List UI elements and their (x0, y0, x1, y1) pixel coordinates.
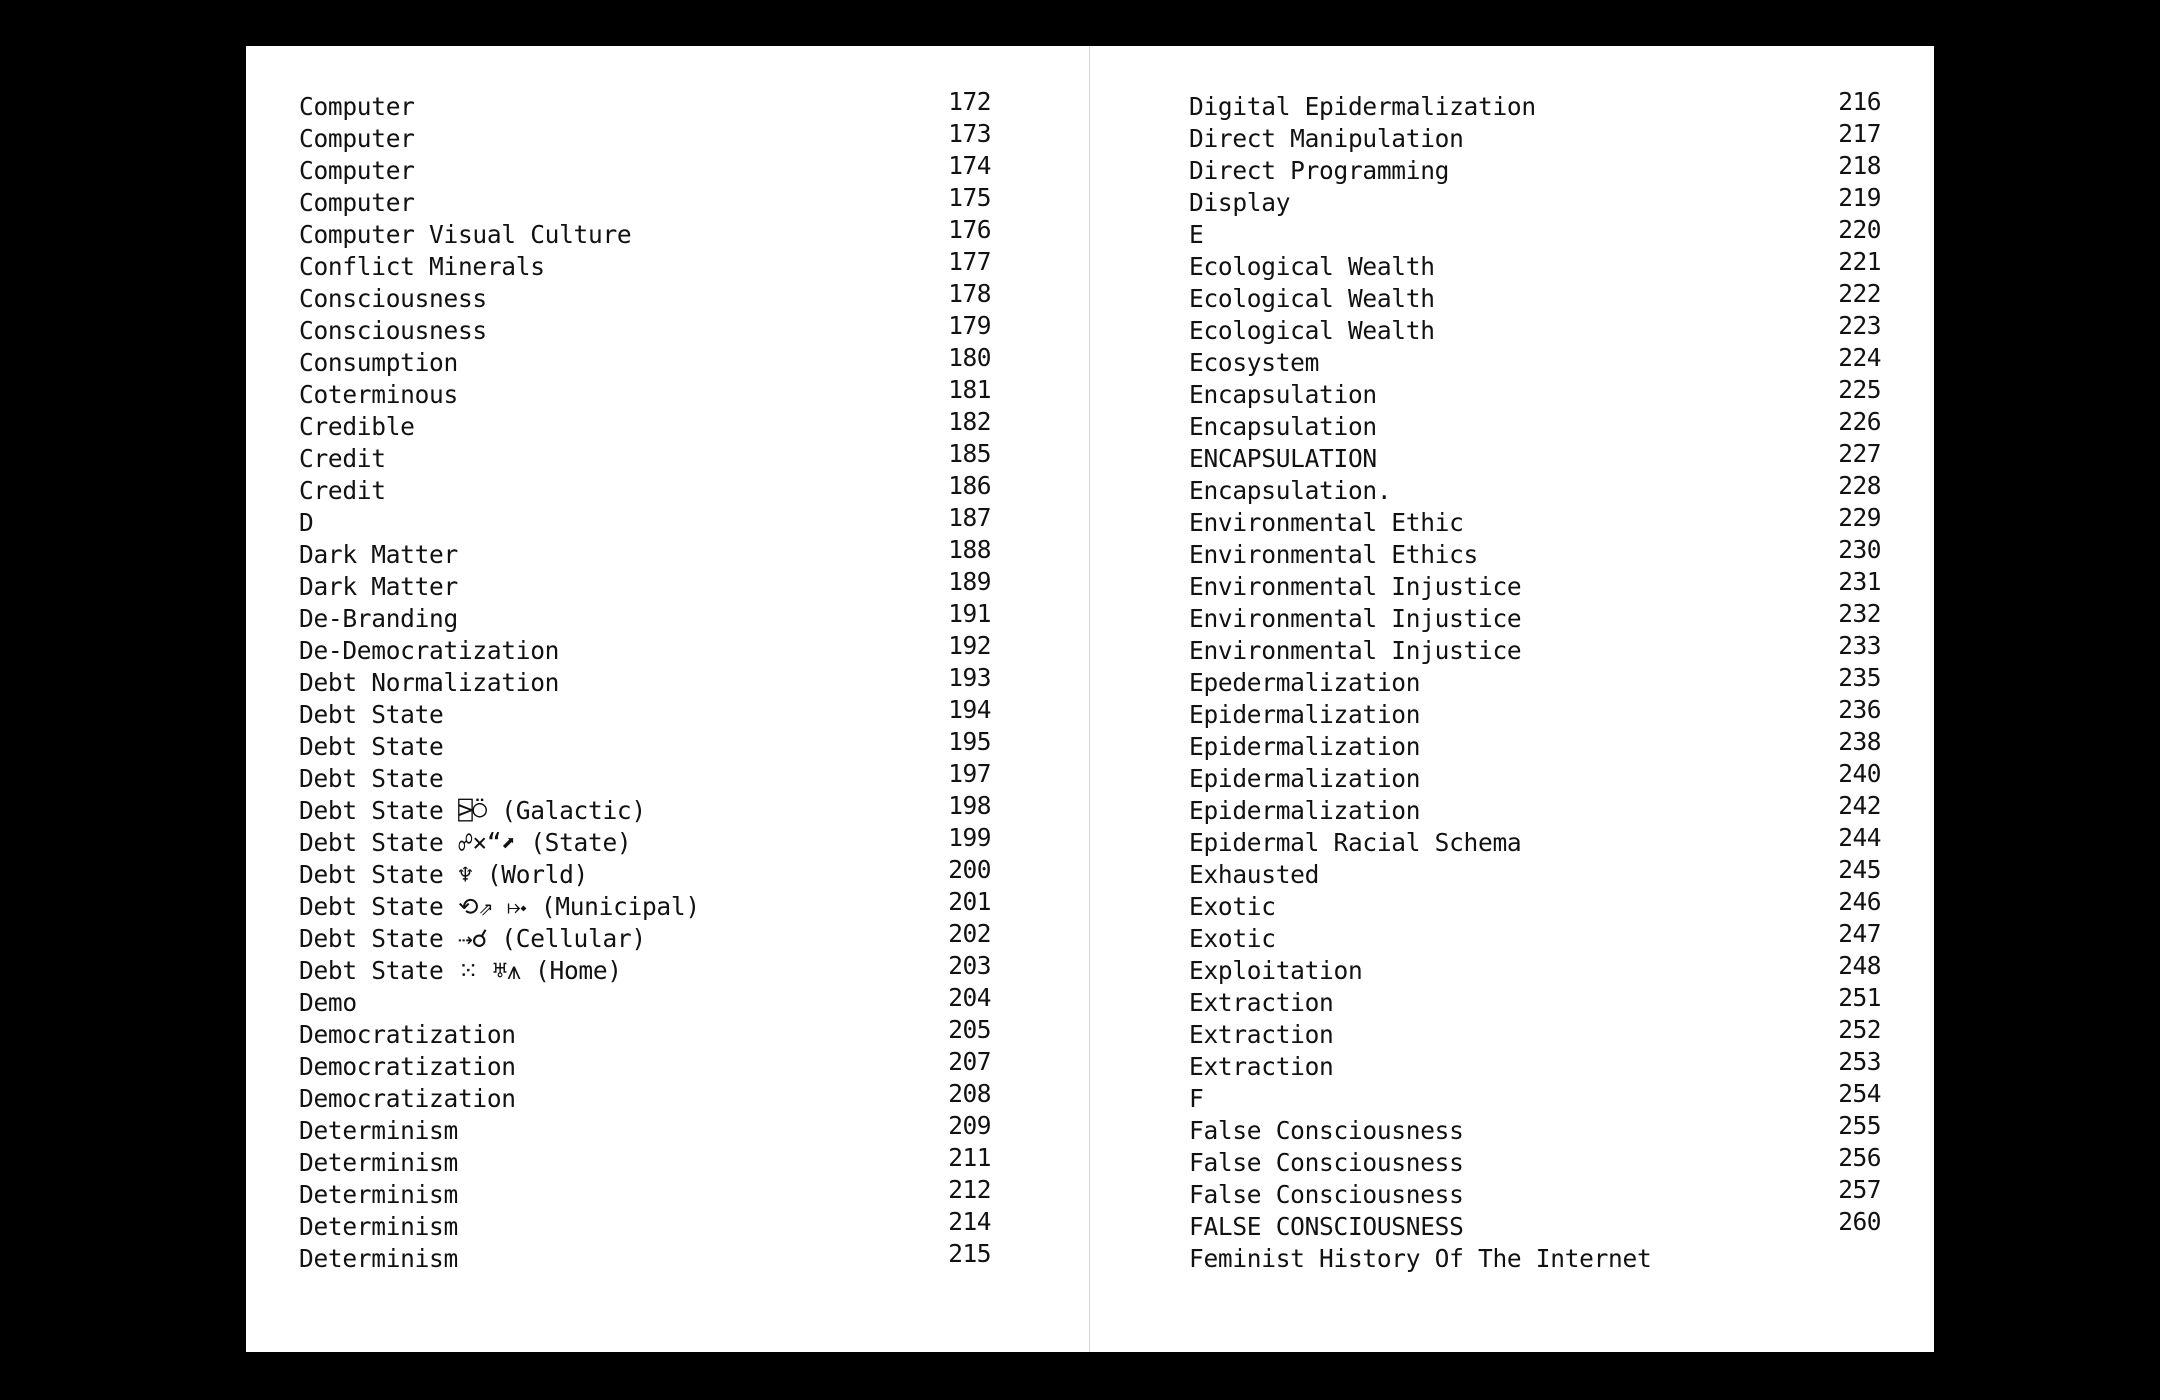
index-term: F (1189, 1084, 1204, 1113)
index-term: Credible (299, 412, 415, 441)
index-page-number: 236 (1838, 695, 1881, 724)
index-term: FALSE CONSCIOUSNESS (1189, 1212, 1464, 1241)
left-page (246, 46, 1090, 1352)
index-term: Exploitation (1189, 956, 1363, 985)
index-entry (1189, 888, 1881, 920)
index-entry (1189, 824, 1881, 856)
index-term: Environmental Ethics (1189, 540, 1479, 569)
index-entry (299, 888, 991, 920)
index-page-number: 224 (1838, 343, 1881, 372)
index-entry (1189, 344, 1881, 376)
index-term: Ecological Wealth (1189, 316, 1435, 345)
index-page-number: 204 (948, 983, 991, 1012)
index-entry (299, 760, 991, 792)
index-term: Debt State ⍄⍥ (Galactic) (299, 796, 646, 825)
right-page (1090, 46, 1934, 1352)
index-entry (299, 248, 991, 280)
index-page-number: 207 (948, 1047, 991, 1076)
index-entry (1189, 856, 1881, 888)
index-page-number: 219 (1838, 183, 1881, 212)
index-page-number: 214 (948, 1207, 991, 1236)
index-page-number: 185 (948, 439, 991, 468)
index-term: Debt State ☍×“⬈ (State) (299, 828, 632, 857)
index-entry (299, 184, 991, 216)
index-page-number: 215 (948, 1239, 991, 1268)
index-entry (299, 1080, 991, 1112)
index-page-number: 238 (1838, 727, 1881, 756)
index-term: Determinism (299, 1244, 458, 1273)
index-page-number: 192 (948, 631, 991, 660)
index-entry (299, 664, 991, 696)
index-page-number: 187 (948, 503, 991, 532)
index-page-number: 254 (1838, 1079, 1881, 1108)
book-spread (246, 46, 1934, 1352)
index-term: Extraction (1189, 988, 1334, 1017)
index-page-number: 257 (1838, 1175, 1881, 1204)
index-term: Encapsulation. (1189, 476, 1392, 505)
index-term: Coterminous (299, 380, 458, 409)
index-entry (299, 568, 991, 600)
index-entry (299, 1144, 991, 1176)
index-entry (299, 344, 991, 376)
index-page-number: 202 (948, 919, 991, 948)
index-page-number: 197 (948, 759, 991, 788)
index-entry (299, 1240, 991, 1272)
index-entry (1189, 792, 1881, 824)
index-entry (299, 600, 991, 632)
index-entry (299, 984, 991, 1016)
index-entry (1189, 920, 1881, 952)
index-entry (1189, 1144, 1881, 1176)
index-term: Credit (299, 444, 386, 473)
index-page-number: 248 (1838, 951, 1881, 980)
index-entry (299, 792, 991, 824)
index-entry (1189, 984, 1881, 1016)
index-page-number: 199 (948, 823, 991, 852)
index-term: Epidermalization (1189, 732, 1421, 761)
index-term: Computer (299, 156, 415, 185)
index-page-number: 177 (948, 247, 991, 276)
index-entry (299, 696, 991, 728)
index-page-number: 229 (1838, 503, 1881, 532)
index-term: Consumption (299, 348, 458, 377)
index-term: Conflict Minerals (299, 252, 545, 281)
index-term: E (1189, 220, 1204, 249)
index-term: Consciousness (299, 284, 487, 313)
index-entry (1189, 728, 1881, 760)
index-entry (299, 440, 991, 472)
index-page-number: 218 (1838, 151, 1881, 180)
index-term: Epidermalization (1189, 796, 1421, 825)
index-term: Debt State ⇢☌ (Cellular) (299, 924, 646, 953)
index-entry (299, 920, 991, 952)
index-entry (299, 120, 991, 152)
index-term: Dark Matter (299, 540, 458, 569)
index-term: Environmental Injustice (1189, 604, 1522, 633)
index-term: Determinism (299, 1212, 458, 1241)
index-term: Display (1189, 188, 1291, 217)
index-entry (299, 472, 991, 504)
index-entry (1189, 952, 1881, 984)
index-term: Ecological Wealth (1189, 284, 1435, 313)
index-term: Environmental Injustice (1189, 572, 1522, 601)
index-entry (1189, 120, 1881, 152)
index-term: Determinism (299, 1116, 458, 1145)
index-page-number: 211 (948, 1143, 991, 1172)
index-page-number: 255 (1838, 1111, 1881, 1140)
index-page-number: 180 (948, 343, 991, 372)
index-page-number: 256 (1838, 1143, 1881, 1172)
index-page-number: 252 (1838, 1015, 1881, 1044)
index-term: Exotic (1189, 892, 1276, 921)
index-entry (1189, 696, 1881, 728)
index-page-number: 200 (948, 855, 991, 884)
index-term: Ecological Wealth (1189, 252, 1435, 281)
index-entry (1189, 504, 1881, 536)
index-page-number: 225 (1838, 375, 1881, 404)
index-page-number: 232 (1838, 599, 1881, 628)
index-page-number: 189 (948, 567, 991, 596)
index-entry (1189, 760, 1881, 792)
index-page-number: 176 (948, 215, 991, 244)
index-page-number: 188 (948, 535, 991, 564)
index-term: Epidermalization (1189, 700, 1421, 729)
index-page-number: 181 (948, 375, 991, 404)
index-page-number: 208 (948, 1079, 991, 1108)
index-entry (1189, 536, 1881, 568)
index-term: Extraction (1189, 1052, 1334, 1081)
index-term: Debt Normalization (299, 668, 560, 697)
index-entry (1189, 1016, 1881, 1048)
index-term: Democratization (299, 1020, 516, 1049)
index-page-number: 226 (1838, 407, 1881, 436)
index-page-number: 201 (948, 887, 991, 916)
index-entry (1189, 216, 1881, 248)
index-term: Demo (299, 988, 357, 1017)
index-page-number: 216 (1838, 87, 1881, 116)
index-entry (299, 1176, 991, 1208)
index-term: False Consciousness (1189, 1116, 1464, 1145)
index-entry (299, 728, 991, 760)
index-entry (1189, 1240, 1881, 1272)
index-term: Epidermalization (1189, 764, 1421, 793)
index-entry (1189, 1208, 1881, 1240)
index-term: Exotic (1189, 924, 1276, 953)
index-page-number: 247 (1838, 919, 1881, 948)
index-page-number: 231 (1838, 567, 1881, 596)
index-term: Encapsulation (1189, 380, 1377, 409)
index-entry (299, 1048, 991, 1080)
index-entry (1189, 664, 1881, 696)
index-term: Computer Visual Culture (299, 220, 632, 249)
index-term: Debt State ⟲⇗ ⤠ (Municipal) (299, 892, 700, 921)
index-term: Debt State (299, 764, 444, 793)
index-entry (299, 632, 991, 664)
index-page-number: 223 (1838, 311, 1881, 340)
index-term: Democratization (299, 1052, 516, 1081)
index-term: Encapsulation (1189, 412, 1377, 441)
index-term: Determinism (299, 1180, 458, 1209)
index-page-number: 244 (1838, 823, 1881, 852)
index-term: Debt State ⁙ ♅⩚ (Home) (299, 956, 622, 985)
index-term: Debt State ♆ (World) (299, 860, 589, 889)
index-page-number: 221 (1838, 247, 1881, 276)
index-entry (1189, 600, 1881, 632)
index-page-number: 179 (948, 311, 991, 340)
index-entry (1189, 184, 1881, 216)
index-term: Extraction (1189, 1020, 1334, 1049)
index-page-number: 173 (948, 119, 991, 148)
index-page-number: 194 (948, 695, 991, 724)
index-page-number: 175 (948, 183, 991, 212)
index-entry (299, 280, 991, 312)
index-term: Determinism (299, 1148, 458, 1177)
index-term: Credit (299, 476, 386, 505)
index-page-number: 178 (948, 279, 991, 308)
index-entry (1189, 280, 1881, 312)
index-term: ENCAPSULATION (1189, 444, 1377, 473)
index-term: Democratization (299, 1084, 516, 1113)
index-entry (1189, 1080, 1881, 1112)
index-page-number: 191 (948, 599, 991, 628)
index-term: Exhausted (1189, 860, 1320, 889)
index-term: Environmental Injustice (1189, 636, 1522, 665)
index-term: Computer (299, 188, 415, 217)
index-page-number: 172 (948, 87, 991, 116)
index-term: Direct Programming (1189, 156, 1450, 185)
index-page-number: 195 (948, 727, 991, 756)
index-entry (299, 504, 991, 536)
index-term: Debt State (299, 732, 444, 761)
index-entry (1189, 472, 1881, 504)
index-term: De-Democratization (299, 636, 560, 665)
index-page-number: 174 (948, 151, 991, 180)
index-page-number: 233 (1838, 631, 1881, 660)
index-term: Computer (299, 124, 415, 153)
index-list-left (299, 88, 991, 1272)
index-entry (299, 376, 991, 408)
index-page-number: 205 (948, 1015, 991, 1044)
index-term: Dark Matter (299, 572, 458, 601)
index-entry (1189, 312, 1881, 344)
index-entry (299, 536, 991, 568)
index-entry (1189, 632, 1881, 664)
index-page-number: 230 (1838, 535, 1881, 564)
index-term: False Consciousness (1189, 1148, 1464, 1177)
index-entry (299, 88, 991, 120)
index-entry (299, 152, 991, 184)
index-term: Consciousness (299, 316, 487, 345)
index-term: Epidermal Racial Schema (1189, 828, 1522, 857)
index-entry (299, 1112, 991, 1144)
index-entry (299, 1016, 991, 1048)
index-entry (1189, 376, 1881, 408)
index-term: Environmental Ethic (1189, 508, 1464, 537)
index-entry (1189, 568, 1881, 600)
index-page-number: 182 (948, 407, 991, 436)
index-term: Direct Manipulation (1189, 124, 1464, 153)
index-term: Digital Epidermalization (1189, 92, 1536, 121)
index-entry (1189, 152, 1881, 184)
index-term: D (299, 508, 314, 537)
index-entry (299, 216, 991, 248)
index-entry (299, 952, 991, 984)
index-page-number: 209 (948, 1111, 991, 1140)
index-page-number: 227 (1838, 439, 1881, 468)
index-entry (1189, 1112, 1881, 1144)
index-page-number: 212 (948, 1175, 991, 1204)
index-entry (1189, 440, 1881, 472)
index-list-right (1189, 88, 1881, 1272)
index-term: Debt State (299, 700, 444, 729)
index-page-number: 220 (1838, 215, 1881, 244)
index-page-number: 193 (948, 663, 991, 692)
index-page-number: 251 (1838, 983, 1881, 1012)
index-entry (299, 1208, 991, 1240)
index-entry (299, 312, 991, 344)
index-page-number: 217 (1838, 119, 1881, 148)
index-page-number: 242 (1838, 791, 1881, 820)
index-term: Epedermalization (1189, 668, 1421, 697)
index-page-number: 203 (948, 951, 991, 980)
index-page-number: 245 (1838, 855, 1881, 884)
index-page-number: 260 (1838, 1207, 1881, 1236)
index-entry (1189, 1048, 1881, 1080)
index-page-number: 198 (948, 791, 991, 820)
index-page-number: 228 (1838, 471, 1881, 500)
index-term: False Consciousness (1189, 1180, 1464, 1209)
index-page-number: 240 (1838, 759, 1881, 788)
index-term: De-Branding (299, 604, 458, 633)
index-page-number: 253 (1838, 1047, 1881, 1076)
index-page-number: 246 (1838, 887, 1881, 916)
index-entry (1189, 408, 1881, 440)
index-term: Ecosystem (1189, 348, 1320, 377)
index-entry (299, 824, 991, 856)
index-page-number: 222 (1838, 279, 1881, 308)
index-page-number: 186 (948, 471, 991, 500)
index-term: Feminist History Of The Internet (1189, 1244, 1652, 1273)
index-entry (299, 408, 991, 440)
index-entry (1189, 88, 1881, 120)
index-entry (1189, 1176, 1881, 1208)
index-entry (299, 856, 991, 888)
index-page-number: 235 (1838, 663, 1881, 692)
index-term: Computer (299, 92, 415, 121)
index-entry (1189, 248, 1881, 280)
